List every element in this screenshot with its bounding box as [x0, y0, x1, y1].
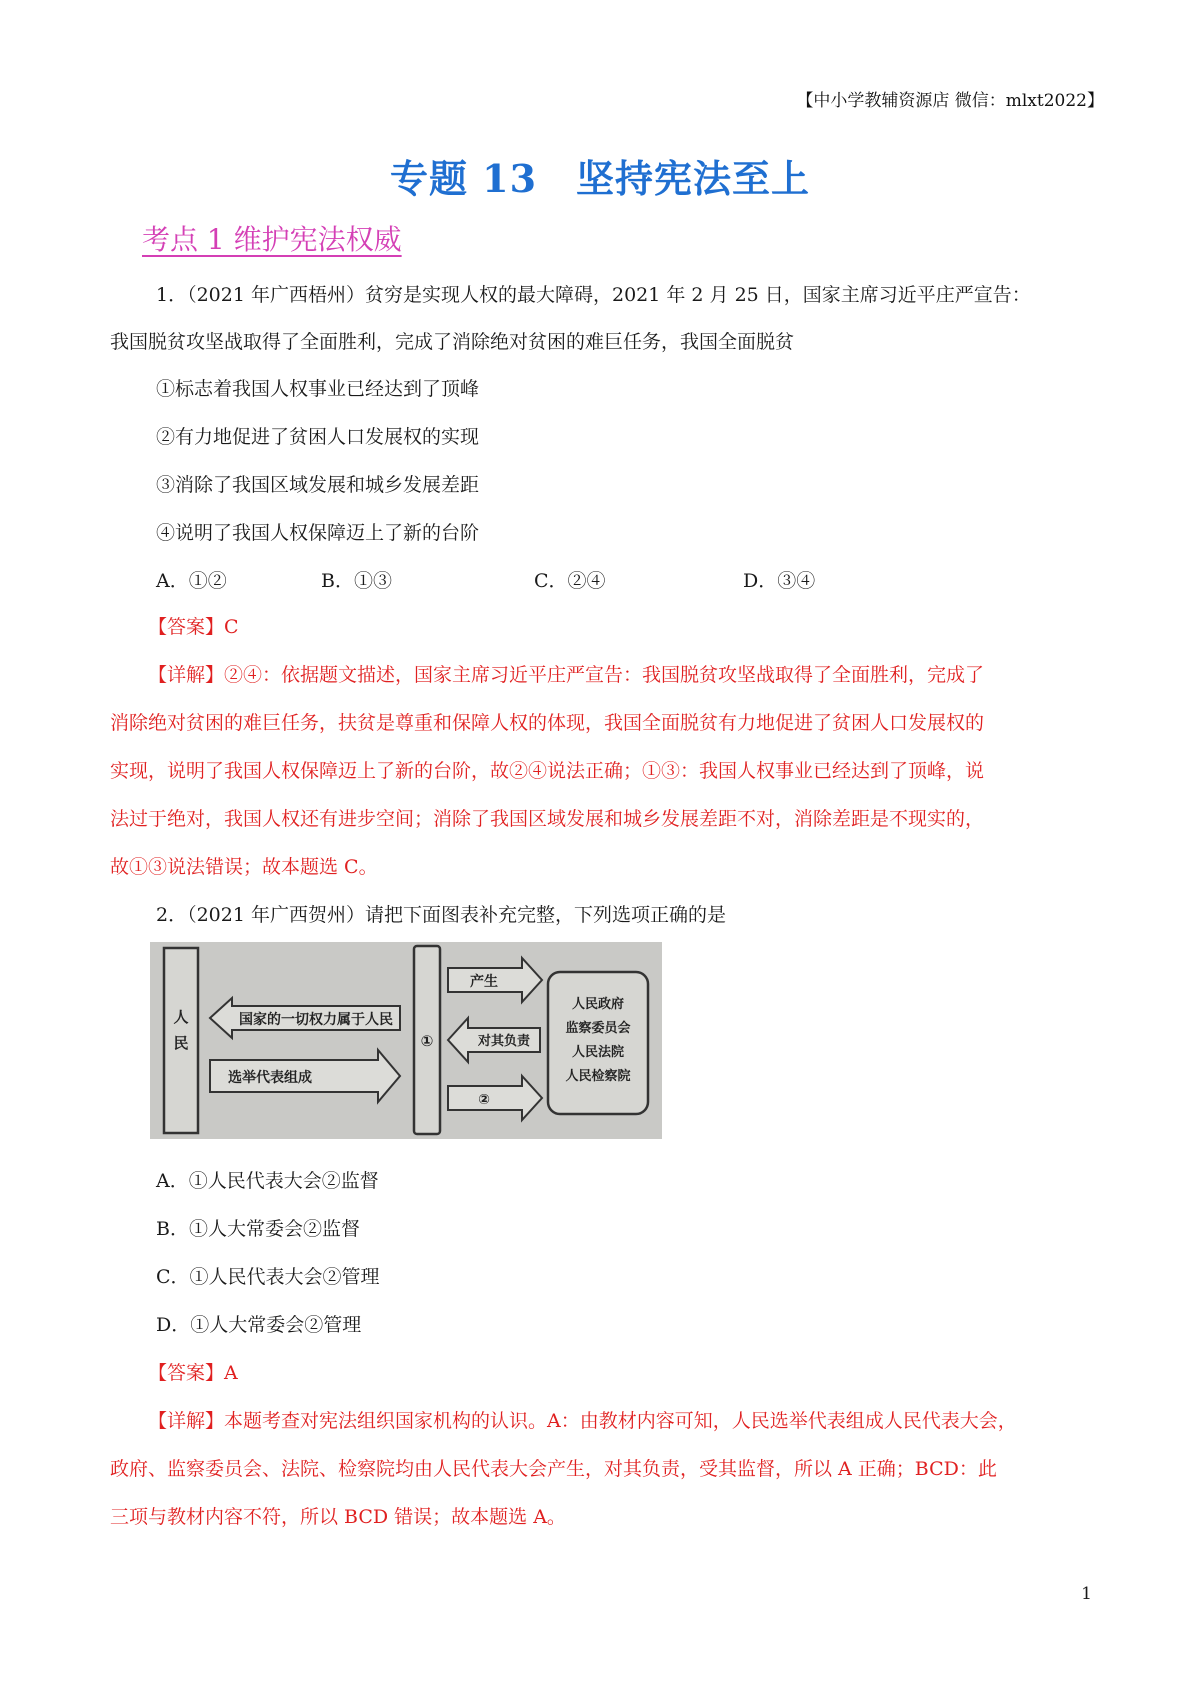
fig-arrow-2-label: 选举代表组成: [228, 1070, 312, 1086]
q1-item-2: ②有力地促进了贫困人口发展权的实现: [156, 426, 480, 448]
q1-explain-line4: 法过于绝对，我国人权还有进步空间；消除了我国区域发展和城乡发展差距不对，消除差距是不现实的，: [110, 808, 985, 830]
fig-arrow-1-label: 国家的一切权力属于人民: [239, 1012, 393, 1028]
q1-item-4: ④说明了我国人权保障迈上了新的台阶: [156, 522, 480, 544]
fig-arrow-4-label: 对其负责: [477, 1034, 531, 1049]
q2-explain-line3: 三项与教材内容不符，所以 BCD 错误；故本题选 A。: [110, 1506, 566, 1528]
page-title: 专题 13 坚持宪法至上: [389, 156, 811, 201]
fig-right-line-3: 人民法院: [571, 1045, 625, 1060]
q2-option-c: C．①人民代表大会②管理: [156, 1266, 380, 1288]
q1-item-1: ①标志着我国人权事业已经达到了顶峰: [156, 378, 480, 400]
fig-arrow-5: [448, 1076, 542, 1120]
q1-options: [156, 566, 956, 594]
q1-item-3: ③消除了我国区域发展和城乡发展差距: [156, 474, 480, 496]
page-number: 1: [1081, 1584, 1092, 1604]
fig-arrow-5-label: ②: [478, 1092, 490, 1108]
q1-explain-line1: 【详解】②④：依据题文描述，国家主席习近平庄严宣告：我国脱贫攻坚战取得了全面胜利，完成了: [148, 664, 985, 686]
q2-option-d: D．①人大常委会②管理: [156, 1314, 362, 1336]
fig-arrow-3-label: 产生: [470, 974, 498, 990]
q1-option-a: A．①②: [156, 570, 227, 592]
q1-stem-line2: 我国脱贫攻坚战取得了全面胜利，完成了消除绝对贫困的难巨任务，我国全面脱贫: [110, 331, 795, 353]
q1-explain-line2: 消除绝对贫困的难巨任务，扶贫是尊重和保障人权的体现，我国全面脱贫有力地促进了贫困人口发展权的: [110, 712, 985, 734]
q1-answer: 【答案】C: [148, 616, 239, 638]
fig-mid-label: ①: [420, 1032, 434, 1050]
q1-option-c: C．②④: [534, 570, 606, 592]
fig-right-line-1: 人民政府: [571, 997, 625, 1012]
header-note: 【中小学教辅资源店 微信：mlxt2022】: [796, 91, 1104, 111]
q2-figure: [150, 942, 662, 1139]
q1-stem-line1: 1．（2021 年广西梧州）贫穷是实现人权的最大障碍，2021 年 2 月 25 日，国家主席习近平庄严宣告：: [156, 284, 1031, 306]
fig-left-label-2: 民: [173, 1034, 189, 1052]
fig-right-line-4: 人民检察院: [565, 1069, 631, 1084]
fig-right-line-2: 监察委员会: [565, 1021, 631, 1036]
q2-explain-line1: 【详解】本题考查对宪法组织国家机构的认识。A：由教材内容可知，人民选举代表组成人民代表大会，: [148, 1410, 1017, 1432]
q1-explain-line3: 实现，说明了我国人权保障迈上了新的台阶，故②④说法正确；①③：我国人权事业已经达到了顶峰，说: [110, 760, 985, 782]
q2-option-a: A．①人民代表大会②监督: [156, 1170, 379, 1192]
q1-option-d: D．③④: [743, 570, 816, 592]
q2-explain-line2: 政府、监察委员会、法院、检察院均由人民代表大会产生，对其负责，受其监督，所以 A 正确；BCD：此: [110, 1458, 997, 1480]
q1-explain-line5: 故①③说法错误；故本题选 C。: [110, 856, 378, 878]
q1-option-b: B．①③: [321, 570, 392, 592]
fig-right-box: [548, 972, 648, 1114]
q2-answer: 【答案】A: [148, 1362, 238, 1384]
q2-stem: 2．（2021 年广西贺州）请把下面图表补充完整，下列选项正确的是: [156, 904, 726, 926]
section-heading: 考点 1 维护宪法权威: [142, 223, 402, 256]
q2-option-b: B．①人大常委会②监督: [156, 1218, 360, 1240]
fig-left-label-1: 人: [173, 1008, 189, 1026]
